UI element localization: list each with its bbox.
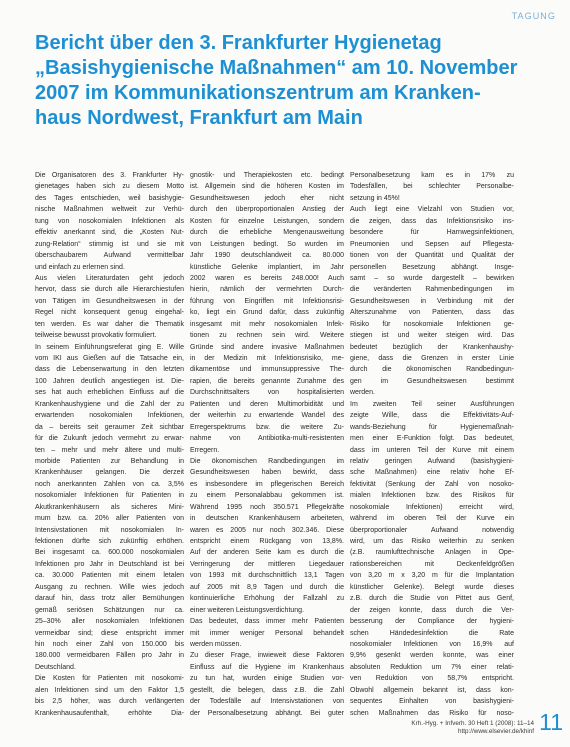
body-text-line: ist. Allgemein sind die höheren Kosten im — [190, 183, 344, 191]
body-text-line: absoluten Reduktion um 7% einer relati- — [350, 663, 514, 671]
text-column-3 — [350, 170, 514, 719]
body-text-line: Krankenhausaufenthalt, erhöhte Dia- — [35, 709, 184, 717]
body-text-line: Patienten und deren Multimorbidität und — [190, 400, 344, 408]
body-text-line: tung von nosokomialen Infektionen als — [35, 217, 184, 225]
body-text-line: durch die ökonomischen Randbedingun- — [350, 366, 514, 374]
body-text-line: Gründe sind andere invasive Maßnahmen — [190, 343, 344, 351]
body-text-line: setzung in 45%! — [350, 194, 400, 202]
body-text-line: dikamentöse und immunsuppressive The- — [190, 366, 344, 374]
body-text-line: von Leistungen bedingt. So wurden im — [190, 240, 344, 248]
paragraph — [190, 456, 344, 616]
body-text-line: z.B. durch die Studie von Pittet aus Genf, — [350, 595, 514, 603]
body-text-line: sequentes Einhalten von basishygieni- — [350, 698, 514, 706]
body-text-line: teilweise bewusst provokativ formuliert. — [35, 332, 157, 340]
body-text-line: ses hat auch erheblichen Einfluss auf die — [35, 389, 184, 397]
body-text-line: für die Zukunft jedoch vermehrt zu erwar- — [35, 435, 184, 443]
body-text-line: zu einem Personalabbau gekommen ist. — [190, 492, 344, 500]
body-text-line: Ausgang zu rechnen. Wille wies jedoch — [35, 583, 184, 591]
body-text-line: ten – mehr und mehr ältere und multi- — [35, 446, 184, 454]
body-text-line: es insbesondere im pflegerischen Bereich — [190, 480, 344, 488]
body-text-line: besserung der Compliance der hygieni- — [350, 618, 514, 626]
body-text-line: relativ geringen Aufwand (basishygieni- — [350, 457, 514, 465]
body-text-line: Personalbesetzung kam es in 17% zu — [350, 172, 514, 179]
body-text-line: nahme von Antibiotika-multi-resistenten — [190, 435, 344, 443]
body-text-line: von Tätigen im Gesundheitswesen in der — [35, 297, 184, 305]
body-text-line: Die Kosten für Patienten mit nosokomi- — [35, 675, 184, 683]
body-text-line: hierin, nämlich der vermehrten Durch- — [190, 286, 344, 294]
body-text-line: (z.B. raumlufttechnische Anlagen in Ope- — [350, 549, 514, 557]
body-text-line: entspricht einem Rückgang von 13,8%. — [190, 538, 344, 545]
body-text-line: Die ökonomischen Randbedingungen im — [190, 457, 344, 465]
body-text-line: Das bedeutet, dass immer mehr Patienten — [190, 618, 344, 626]
body-text-line: men einer E-Funktion folgt. Das bedeutet, — [350, 435, 514, 443]
body-text-line: kontinuierliche Erhöhung der Fallzahl zu — [190, 595, 344, 603]
paragraph — [190, 616, 344, 650]
section-tag: TAGUNG — [511, 11, 556, 21]
body-text-line: Regel nicht konsequent genug eingehal- — [35, 309, 184, 317]
body-text-line: mum bzw. ca. 20% aller Patienten von — [35, 515, 184, 523]
body-text-line: Deutschland. — [35, 663, 76, 671]
paragraph — [350, 170, 514, 204]
body-text-line: künstlicher Gelenke). Belegt wurde dieses — [350, 583, 514, 591]
body-text-line: noch anerkannten Zahlen von ca. 3,5% — [35, 480, 184, 488]
body-text-line: hin noch einer Zahl von 150.000 bis — [35, 640, 184, 648]
body-text-line: vermeidbar sind; diese entspricht immer — [35, 629, 184, 637]
paragraph — [190, 170, 344, 456]
body-text-line: die veränderten Rahmenbedingungen im — [350, 286, 514, 294]
paragraph — [350, 204, 514, 398]
body-text-line: erwartenden nosokomialen Infektionen, — [35, 412, 184, 420]
body-text-line: wird, um das Risiko weiterhin zu senken — [350, 538, 514, 545]
body-text-line: der Todesfälle auf Intensivstationen von — [190, 698, 344, 706]
body-text-line: Gesundheitswesen haben bewirkt, dass — [190, 469, 344, 477]
body-text-line: gen im Gesundheitswesen bestimmt — [350, 377, 514, 385]
text-column-2 — [190, 170, 344, 719]
body-text-line: In seinem Einführungsreferat ging E. Wille — [35, 343, 184, 351]
body-text-line: tionen von der Quantität und Qualität der — [350, 252, 514, 260]
body-text-line: Krankenhaushygiene und die Zahl der zu — [35, 400, 184, 408]
body-text-line: des Tages entschieden, weil basishygie- — [35, 194, 184, 202]
body-text-line: mit immer weniger Personal behandelt — [190, 629, 344, 637]
body-text-line: künstliche Gelenke implantiert, im Jahr — [190, 263, 344, 271]
body-text-line: effektiv anerkannt sind, die „Kosten Nut- — [35, 229, 184, 237]
journal-url[interactable]: http://www.elsevier.de/khinf — [458, 728, 534, 735]
body-text-line: bedeutet bezüglich der Krankenhaushy- — [350, 343, 514, 351]
title-line: „Basishygienische Maßnahmen“ am 10. November — [35, 57, 518, 79]
body-text-line: hervor, dass sie durch alle Hierarchiestufen — [35, 286, 184, 294]
body-text-line: Einfluss auf die Hygiene im Krankenhaus — [190, 663, 344, 671]
body-text-line: personellen Besetzung abhängt. Insge- — [350, 263, 514, 271]
body-text-line: zeigte Wille, dass die Effektivitäts-Auf- — [350, 412, 514, 420]
body-text-line: darauf hin, dass trotz aller Bemühungen — [35, 595, 184, 603]
paragraph — [35, 170, 184, 273]
title-line: Bericht über den 3. Frankfurter Hygienetag — [35, 32, 442, 54]
body-text-line: gemäß seriösen Schätzungen nur ca. — [35, 606, 184, 614]
body-text-line: Auf der anderen Seite kam es durch die — [190, 549, 344, 557]
body-text-line: Gesundheitswesen in Verbindung mit der — [350, 297, 514, 305]
body-text-line: morbide Patienten zur Behandlung in — [35, 457, 184, 465]
body-text-line: Intensivstationen mit nosokomialen In- — [35, 526, 184, 534]
body-text-line: dass die Lebenserwartung in den letzten — [35, 366, 184, 374]
article-title — [35, 31, 560, 131]
body-text-line: werden. — [350, 389, 375, 397]
body-text-line: führung von Eingriffen mit Infektionsrisi- — [190, 297, 344, 305]
body-text-line: durch den überproportionalen Anstieg der — [190, 206, 344, 214]
body-text-line: giene, dass die Grenzen in erster Linie — [350, 355, 514, 362]
body-text-line: Jahr 1990 deutschlandweit ca. 80.000 — [190, 252, 344, 260]
paragraph — [35, 673, 184, 719]
body-text-line: Erregern. — [190, 446, 220, 454]
body-text-line: 180.000 vermeidbaren Fällen pro Jahr in — [35, 652, 184, 660]
body-text-line: 25–30% aller nosokomialen Infektionen — [35, 618, 184, 626]
body-text-line: Erregerspektrums bzw. die weitere Zu- — [190, 423, 344, 431]
body-text-line: wands-Beziehung für Hygienemaßnah- — [350, 423, 514, 431]
text-column-1 — [35, 170, 184, 719]
body-text-line: während im oberen Teil der Kurve ein — [350, 515, 514, 523]
body-text-line: sche Maßnahmen) eine relativ hohe Ef- — [350, 469, 514, 477]
body-text-line: 100 Jahren deutlich angestiegen ist. Die- — [35, 377, 184, 385]
body-text-line: fektionen dürfte sich zukünftig erhöhen. — [35, 538, 184, 545]
journal-citation: Krh.-Hyg. + Infverh. 30 Heft 1 (2008): 11–14 — [411, 720, 534, 727]
body-text-line: Infektionen pro Jahr in Deutschland ist bei — [35, 560, 184, 568]
body-text-line: besondere für Harnwegsinfektionen, — [350, 229, 514, 237]
title-line: haus Nordwest, Frankfurt am Main — [35, 107, 363, 129]
body-text-line: der weiterhin zu erwartende Wandel des — [190, 412, 344, 420]
paragraph — [350, 399, 514, 719]
body-text-line: samt – so wurde dargestellt – bewirken — [350, 274, 514, 282]
body-text-line: nosokomiale Infektionen) erreicht wird, — [350, 503, 514, 511]
body-text-line: zung-Relation“ stimmig ist und sie mit — [35, 240, 184, 248]
body-text-line: bis 2,5 höher, was durch verlängerten — [35, 698, 184, 706]
title-line: 2007 im Kommunikationszentrum am Kranken- — [35, 82, 481, 104]
body-text-line: der Personalbesetzung abhängt. Bei guter — [190, 709, 344, 717]
body-text-line: Krankenhäuser gelangen. Die derzeit — [35, 469, 184, 477]
body-text-line: in deutschen Krankenhäusern arbeiteten, — [190, 515, 344, 523]
body-text-line: von 3,20 m x 3,20 m für die Implantation — [350, 572, 514, 580]
body-text-line: fektivität (Senkung der Zahl von nosoko- — [350, 480, 514, 488]
body-text-line: Gesundheitswesen jedoch eher nicht — [190, 194, 344, 202]
body-text-line: alen Infektionen sind um den Faktor 1,5 — [35, 686, 184, 694]
body-text-line: nosokomialer Infektionen von 16,9% auf — [350, 640, 514, 648]
body-text-line: Durchschnittsalters von hospitalisierten — [190, 389, 344, 397]
body-text-line: Während 1995 noch 350.571 Pflegekräfte — [190, 503, 344, 511]
body-text-line: insgesamt mit mehr nosokomialen Infek- — [190, 320, 344, 328]
body-text-line: auf 2005 mit 8,9 Tagen und durch die — [190, 583, 344, 591]
body-text-line: dass im unteren Teil der Kurve mit einem — [350, 446, 514, 454]
body-text-line: Aus vielen Literaturdaten geht jedoch — [35, 274, 184, 282]
body-text-line: schen Händedesinfektion die Rate — [350, 629, 514, 637]
body-text-line: Pneumonien und Sepsen auf Pflegesta- — [350, 240, 514, 248]
page-number: 11 — [539, 709, 563, 735]
body-text-line: von 1993 mit durchschnittlich 13,1 Tagen — [190, 572, 344, 580]
body-text-line: Zu dieser Frage, inwieweit diese Faktoren — [190, 652, 344, 660]
body-text-line: 2002 waren es bereits 248.000! Auch — [190, 274, 344, 282]
body-text-line: Die Organisatoren des 3. Frankfurter Hy- — [35, 172, 184, 179]
body-text-line: nosokomialer Infektionen für Patienten in — [35, 492, 184, 500]
body-text-line: in der Medizin mit Infektionsrisiko, me- — [190, 355, 344, 362]
body-text-line: Todesfällen, bei schlechter Personalbe- — [350, 183, 514, 191]
body-text-line: Auch liegt eine Vielzahl von Studien vor, — [350, 206, 514, 214]
paragraph — [35, 342, 184, 674]
body-text-line: und einfach zu erlernen sind. — [35, 263, 125, 271]
body-text-line: werden müssen. — [190, 640, 242, 648]
body-text-line: gestellt, die belegen, dass z.B. die Zahl — [190, 686, 344, 694]
body-text-line: rationsbereichen mit Deckenfeldgrößen — [350, 560, 514, 568]
body-text-line: waren es 2005 nur noch 302.346. Diese — [190, 526, 344, 534]
body-text-line: da – bereits seit geraumer Zeit sichtbar — [35, 423, 184, 431]
body-text-line: Bei insgesamt ca. 600.000 nosokomialen — [35, 549, 184, 557]
body-text-line: 9,9% gesenkt werden konnte, was einer — [350, 652, 514, 660]
body-text-line: ko, liegt ein Grund dafür, dass zukünftig — [190, 309, 344, 317]
body-text-line: mialen Infektionen bzw. des Risikos für — [350, 492, 514, 500]
body-text-line: zu tun hat, wurden einige Studien vor- — [190, 675, 344, 683]
body-text-line: die zeigen, dass das Infektionsrisiko ins- — [350, 217, 514, 225]
body-text-line: gienetages haben sich zu diesem Motto — [35, 183, 184, 191]
body-text-line: Akutkrankenhäusern als sicheres Mini- — [35, 503, 184, 511]
body-text-line: einer weiteren Leistungsverdichtung. — [190, 606, 305, 614]
body-text-line: Verringerung der mittleren Liegedauer — [190, 560, 344, 568]
body-text-line: ca. 30.000 Patienten mit einem letalen — [35, 572, 184, 580]
body-text-line: Im zweiten Teil seiner Ausführungen — [350, 400, 514, 408]
body-text-line: Obwohl allgemein bekannt ist, dass kon- — [350, 686, 514, 694]
body-text-line: tionen zu rechnen sein wird. Weitere — [190, 332, 344, 340]
body-text-line: gnostik- und Therapiekosten etc. bedingt — [190, 172, 344, 179]
body-text-line: Kosten für einzelne Leistungen, sondern — [190, 217, 344, 225]
body-text-line: überproportionaler Aufwand notwendig — [350, 526, 514, 534]
body-text-line: nische Maßnahmen weltweit zur Verhü- — [35, 206, 184, 214]
body-text-line: überschaubarem Aufwand vermittelbar — [35, 252, 184, 260]
body-text-line: der zeigen konnte, dass durch die Ver- — [350, 606, 514, 614]
body-text-line: ven Reduktion von 58,7% entspricht. — [350, 675, 514, 683]
body-text-line: Alterszunahme von Patienten, dass das — [350, 309, 514, 317]
body-text-line: Risiko für nosokomiale Infektionen ge- — [350, 320, 514, 328]
body-text-line: durch die erhebliche Mengenausweitung — [190, 229, 344, 237]
body-text-line: rapien, die bereits genannte Zunahme des — [190, 377, 344, 385]
paragraph — [35, 273, 184, 342]
body-text-line: stiegen ist und weiter steigen wird. Das — [350, 332, 514, 340]
body-text-line: schen Maßnahmen das Risiko für noso- — [350, 709, 514, 717]
body-text-line: ten werden. Es war daher die Thematik — [35, 320, 184, 328]
body-text-line: vom IKI aus Gießen auf die Tatsache ein, — [35, 355, 184, 362]
paragraph — [190, 650, 344, 719]
